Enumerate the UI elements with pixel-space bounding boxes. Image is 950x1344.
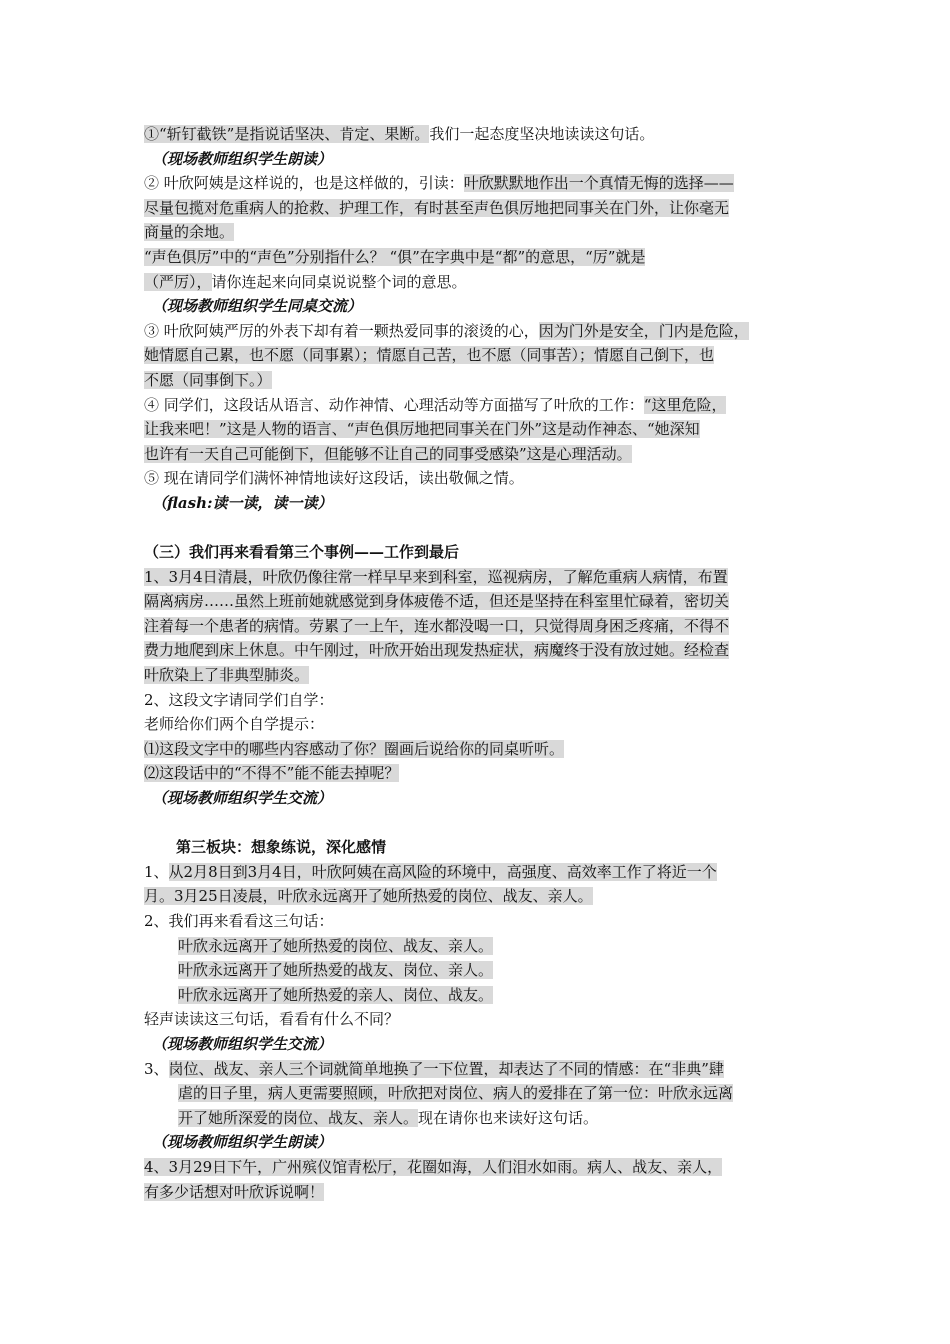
highlight-text: 4、3月29日下午，广州殡仪馆青松厅，花圈如海，人们泪水如雨。病人、战友、亲人， xyxy=(144,1157,723,1176)
paragraph-s3-3: 轻声读读这三句话，看看有什么不同？ xyxy=(144,1010,400,1029)
sentence-c xyxy=(144,983,814,1008)
highlight-text: 费力地爬到床上休息。中午刚过，叶欣开始出现发热症状，病魔终于没有放过她。经检查 xyxy=(144,641,730,660)
highlight-text: 叶欣染上了非典型肺炎。 xyxy=(144,666,310,685)
highlight-text: “这里危险， xyxy=(643,395,727,414)
teacher-note: （现场教师组织学生朗读） xyxy=(152,149,333,168)
paragraph-5 xyxy=(144,393,814,418)
highlight-text: 也许有一天自己可能倒下，但能够不让自己的同事受感染”这是心理活动。 xyxy=(144,444,632,463)
paragraph-5-line xyxy=(144,442,814,467)
highlight-text: 不愿（同事倒下。） xyxy=(144,370,272,389)
highlight-text: 叶欣永远离开了她所热爱的战友、岗位、亲人。 xyxy=(178,961,494,980)
sentence-a xyxy=(144,934,814,959)
list-number: 3、 xyxy=(144,1059,169,1078)
section-heading: （三）我们再来看看第三个事例——工作到最后 xyxy=(144,543,460,562)
paragraph-3-line xyxy=(144,270,814,295)
paragraph-s3-5 xyxy=(144,1155,814,1180)
highlight-text: 有多少话想对叶欣诉说啊！ xyxy=(144,1182,325,1201)
highlight-text: 岗位、战友、亲人三个词就简单地换了一下位置，却表达了不同的情感：在“非典”肆 xyxy=(168,1059,724,1078)
paragraph-s3-4-line xyxy=(144,1106,814,1131)
highlight-text: 叶欣永远离开了她所热爱的亲人、岗位、战友。 xyxy=(178,985,494,1004)
highlight-text: “声色俱厉”中的“声色”分别指什么？ “俱”在字典中是“都”的意思，“厉”就是 xyxy=(144,247,646,266)
highlight-text: ⑴这段文字中的哪些内容感动了你？圈画后说给你的同桌听听。 xyxy=(144,739,565,758)
example-paragraph-line xyxy=(144,663,814,688)
highlight-text: ①“斩钉截铁”是指说话坚决、肯定、果断。 xyxy=(144,125,430,143)
paragraph-6: ⑤ 现在请同学们满怀神情地读好这段话，读出敬佩之情。 xyxy=(144,469,524,488)
highlight-text: 叶欣永远离开了她所热爱的岗位、战友、亲人。 xyxy=(178,936,494,955)
self-study-instruction: 2、这段文字请同学们自学： xyxy=(144,690,334,709)
paragraph-1 xyxy=(144,122,814,147)
paragraph-5-line xyxy=(144,417,814,442)
plain-text: 我们一起态度坚决地读读这句话。 xyxy=(429,125,655,143)
paragraph-s3-5-line xyxy=(144,1180,814,1205)
highlight-text: 因为门外是安全，门内是危险， xyxy=(538,321,749,340)
document-page xyxy=(144,122,814,1204)
flash-note: （flash:读一读，读一读） xyxy=(152,493,333,512)
teacher-note: （现场教师组织学生朗读） xyxy=(152,1133,333,1152)
paragraph-s3-2: 2、我们再来看看这三句话： xyxy=(144,912,334,930)
highlight-text: 她情愿自己累，也不愿（同事累）；情愿自己苦，也不愿（同事苦）；情愿自己倒下，也 xyxy=(144,346,715,365)
highlight-text: 虐的日子里，病人更需要照顾，叶欣把对岗位、病人的爱排在了第一位：叶欣永远离 xyxy=(178,1084,734,1103)
list-number: 1、 xyxy=(144,862,169,881)
paragraph-4-line xyxy=(144,343,814,368)
teacher-note: （现场教师组织学生交流） xyxy=(152,1034,333,1053)
highlight-text: 尽量包揽对危重病人的抢救、护理工作，有时甚至声色俱厉地把同事关在门外，让你毫无 xyxy=(144,198,730,217)
example-paragraph-line xyxy=(144,589,814,614)
plain-text: 现在请你也来读好这句话。 xyxy=(418,1108,599,1127)
highlight-text: 从2月8日到3月4日，叶欣阿姨在高风险的环境中，高强度、高效率工作了将近一个 xyxy=(168,862,717,881)
highlight-text: 开了她所深爱的岗位、战友、亲人。 xyxy=(178,1108,419,1127)
example-paragraph-line xyxy=(144,638,814,663)
highlight-text: ⑵这段话中的“不得不”能不能去掉呢？ xyxy=(144,764,400,783)
paragraph-4 xyxy=(144,319,814,344)
self-study-hint-intro: 老师给你们两个自学提示： xyxy=(144,715,325,734)
highlight-text: 让我来吧！”这是人物的语言、“声色俱厉地把同事关在门外”这是动作神态、“她深知 xyxy=(144,420,700,439)
highlight-text: （严厉）， xyxy=(144,272,212,291)
sentence-b xyxy=(144,958,814,983)
paragraph-2 xyxy=(144,171,814,196)
highlight-text: 月。3月25日凌晨，叶欣永远离开了她所热爱的岗位、战友、亲人。 xyxy=(144,887,593,906)
spacer xyxy=(144,811,814,836)
highlight-text: 注着每一个患者的病情。劳累了一上午，连水都没喝一口，只觉得周身困乏疼痛，不得不 xyxy=(144,616,730,635)
paragraph-3 xyxy=(144,245,814,270)
hint-1 xyxy=(144,737,814,762)
plain-text: ④ 同学们，这段话从语言、动作神情、心理活动等方面描写了叶欣的工作： xyxy=(144,395,644,414)
section-heading: 第三板块：想象练说，深化感情 xyxy=(176,838,387,857)
teacher-note: （现场教师组织学生同桌交流） xyxy=(152,297,363,316)
highlight-text: 隔离病房……虽然上班前她就感觉到身体疲倦不适，但还是坚持在科室里忙碌着，密切关 xyxy=(144,592,730,611)
plain-text: 请你连起来向同桌说说整个词的意思。 xyxy=(211,272,467,291)
paragraph-s3-4-line xyxy=(144,1081,814,1106)
teacher-note: （现场教师组织学生交流） xyxy=(152,789,333,808)
paragraph-s3-4 xyxy=(144,1057,814,1082)
highlight-text: 叶欣默默地作出一个真情无悔的选择—— xyxy=(463,174,734,193)
paragraph-2-line xyxy=(144,196,814,221)
highlight-text: 商量的余地。 xyxy=(144,223,235,242)
plain-text: ② 叶欣阿姨是这样说的，也是这样做的，引读： xyxy=(144,174,464,193)
paragraph-s3-1 xyxy=(144,860,814,885)
plain-text: ③ 叶欣阿姨严厉的外表下却有着一颗热爱同事的滚烫的心， xyxy=(144,321,539,340)
highlight-text: 1、3月4日清晨，叶欣仍像往常一样早早来到科室，巡视病房，了解危重病人病情，布置 xyxy=(144,567,728,586)
example-paragraph xyxy=(144,565,814,590)
paragraph-4-line xyxy=(144,368,814,393)
paragraph-2-line xyxy=(144,220,814,245)
spacer xyxy=(144,516,814,541)
paragraph-s3-1-line xyxy=(144,884,814,909)
hint-2 xyxy=(144,761,814,786)
example-paragraph-line xyxy=(144,614,814,639)
